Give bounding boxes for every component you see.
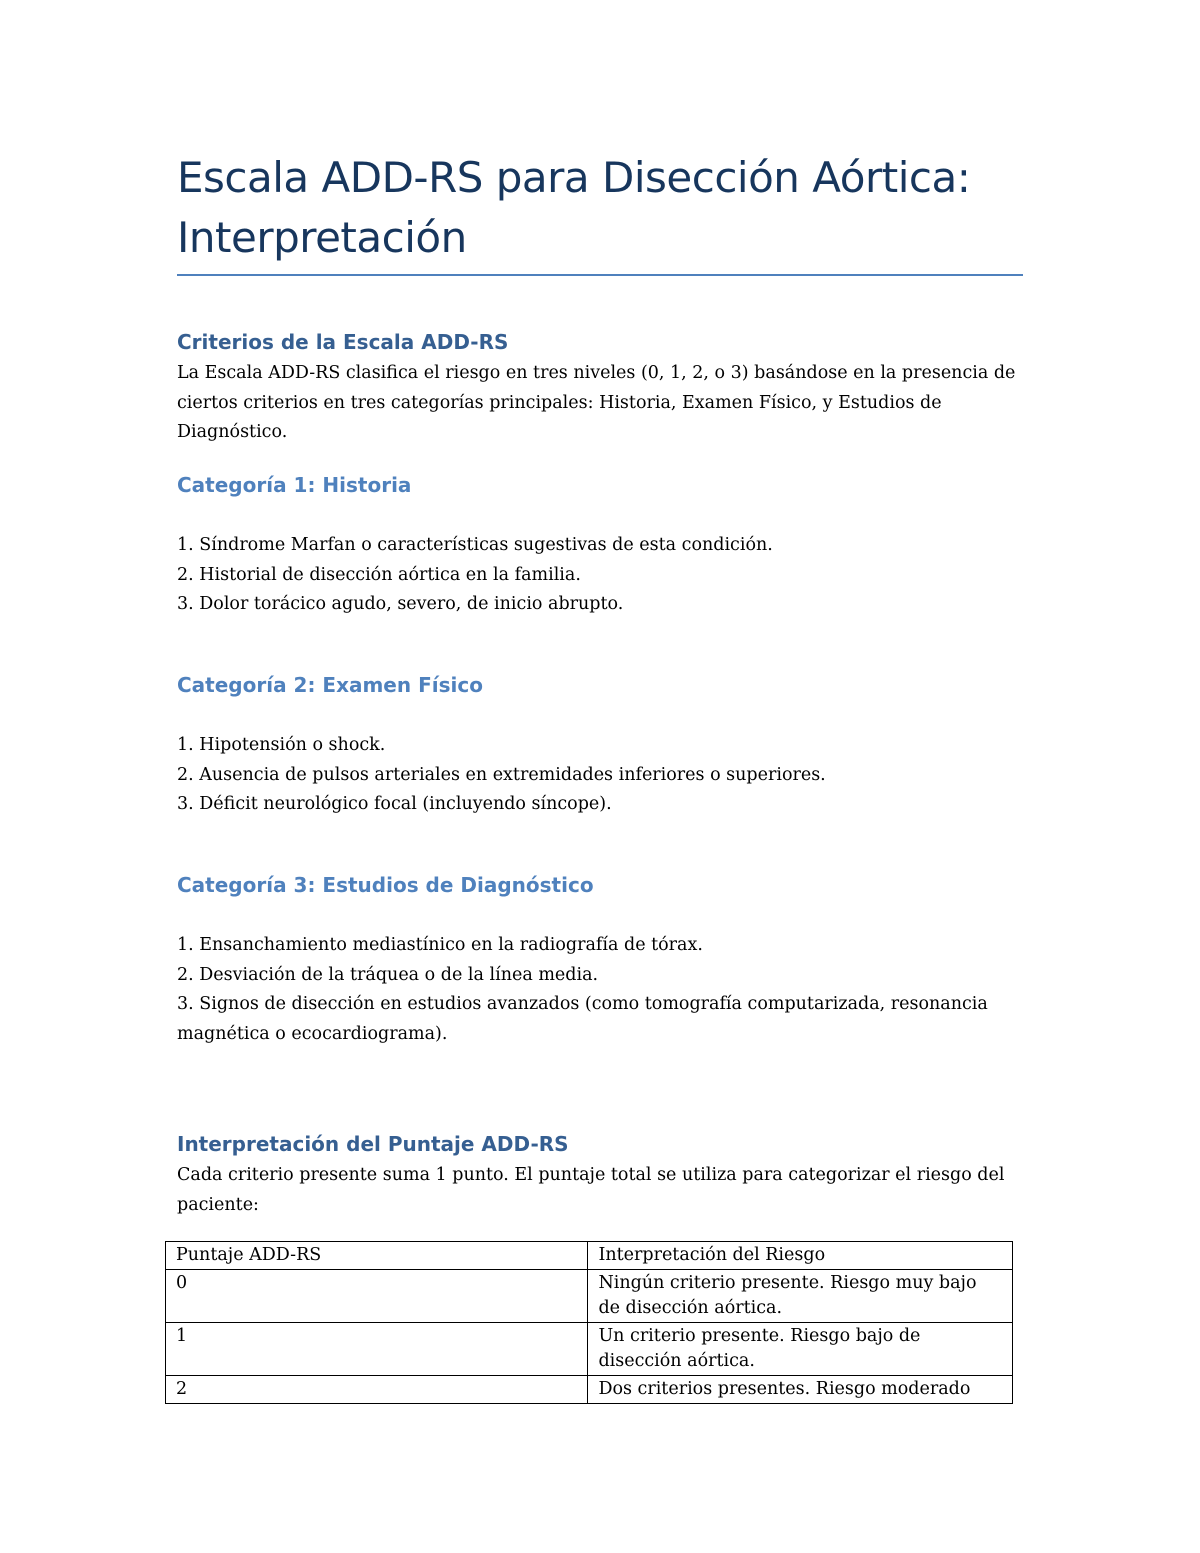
interpretation-heading: Interpretación del Puntaje ADD-RS (177, 1132, 569, 1156)
table-row (166, 1270, 1013, 1323)
score-table (165, 1241, 1013, 1404)
criteria-section (177, 328, 1025, 448)
interpretation-section (177, 1130, 1025, 1220)
list-item: 1. Síndrome Marfan o características sugestivas de esta condición. (177, 535, 773, 555)
table-row (166, 1376, 1013, 1404)
list-item: 2. Ausencia de pulsos arteriales en extremidades inferiores o superiores. (177, 764, 826, 785)
category-3-heading: Categoría 3: Estudios de Diagnóstico (177, 873, 594, 897)
table-cell-interpretation: Ningún criterio presente. Riesgo muy bajo de disección aórtica. (588, 1270, 1013, 1323)
list-item: 3. Dolor torácico agudo, severo, de inicio abrupto. (177, 594, 624, 614)
table-cell-score: 2 (166, 1376, 588, 1404)
list-item: 1. Ensanchamiento mediastínico en la radiografía de tórax. (177, 935, 703, 955)
table-cell-score: 1 (166, 1323, 588, 1376)
title-line-1: Escala ADD-RS para Disección Aórtica: (177, 153, 971, 202)
table-cell-interpretation: Un criterio presente. Riesgo bajo de disección aórtica. (588, 1323, 1013, 1376)
list-item: 2. Historial de disección aórtica en la familia. (177, 564, 581, 585)
document-title (177, 148, 1025, 268)
list-item: 3. Signos de disección en estudios avanzados (como tomografía computarizada, resonancia magnética o ecocardiograma). (177, 994, 988, 1044)
category-3-list (177, 931, 1025, 1049)
page-content (176, 148, 1025, 1399)
table-header-cell: Puntaje ADD-RS (166, 1242, 588, 1270)
category-2-section (177, 671, 1025, 820)
category-1-list (177, 531, 1025, 620)
interpretation-paragraph: Cada criterio presente suma 1 punto. El puntaje total se utiliza para categorizar el riesgo del paciente: (177, 1165, 1005, 1215)
category-1-heading: Categoría 1: Historia (177, 473, 412, 497)
list-item: 1. Hipotensión o shock. (177, 735, 386, 755)
category-2-heading: Categoría 2: Examen Físico (177, 673, 483, 697)
table-row (166, 1323, 1013, 1376)
category-2-list (177, 731, 1025, 820)
title-line-2: Interpretación (177, 213, 467, 262)
table-cell-score: 0 (166, 1270, 588, 1323)
category-3-section (177, 871, 1025, 1049)
list-item: 3. Déficit neurológico focal (incluyendo síncope). (177, 794, 612, 814)
criteria-paragraph: La Escala ADD-RS clasifica el riesgo en tres niveles (0, 1, 2, o 3) basándose en la presencia de ciertos criterios en tres categorías principales: Historia, Examen Físico, y Estudios de Diagnóstico. (177, 363, 1016, 442)
list-item: 2. Desviación de la tráquea o de la línea media. (177, 964, 599, 985)
category-1-section (177, 471, 1025, 620)
table-cell-interpretation: Dos criterios presentes. Riesgo moderado (588, 1376, 1013, 1404)
table-header-row (166, 1242, 1013, 1270)
title-underline (177, 274, 1023, 276)
criteria-heading: Criterios de la Escala ADD-RS (177, 330, 509, 354)
table-header-cell: Interpretación del Riesgo (588, 1242, 1013, 1270)
